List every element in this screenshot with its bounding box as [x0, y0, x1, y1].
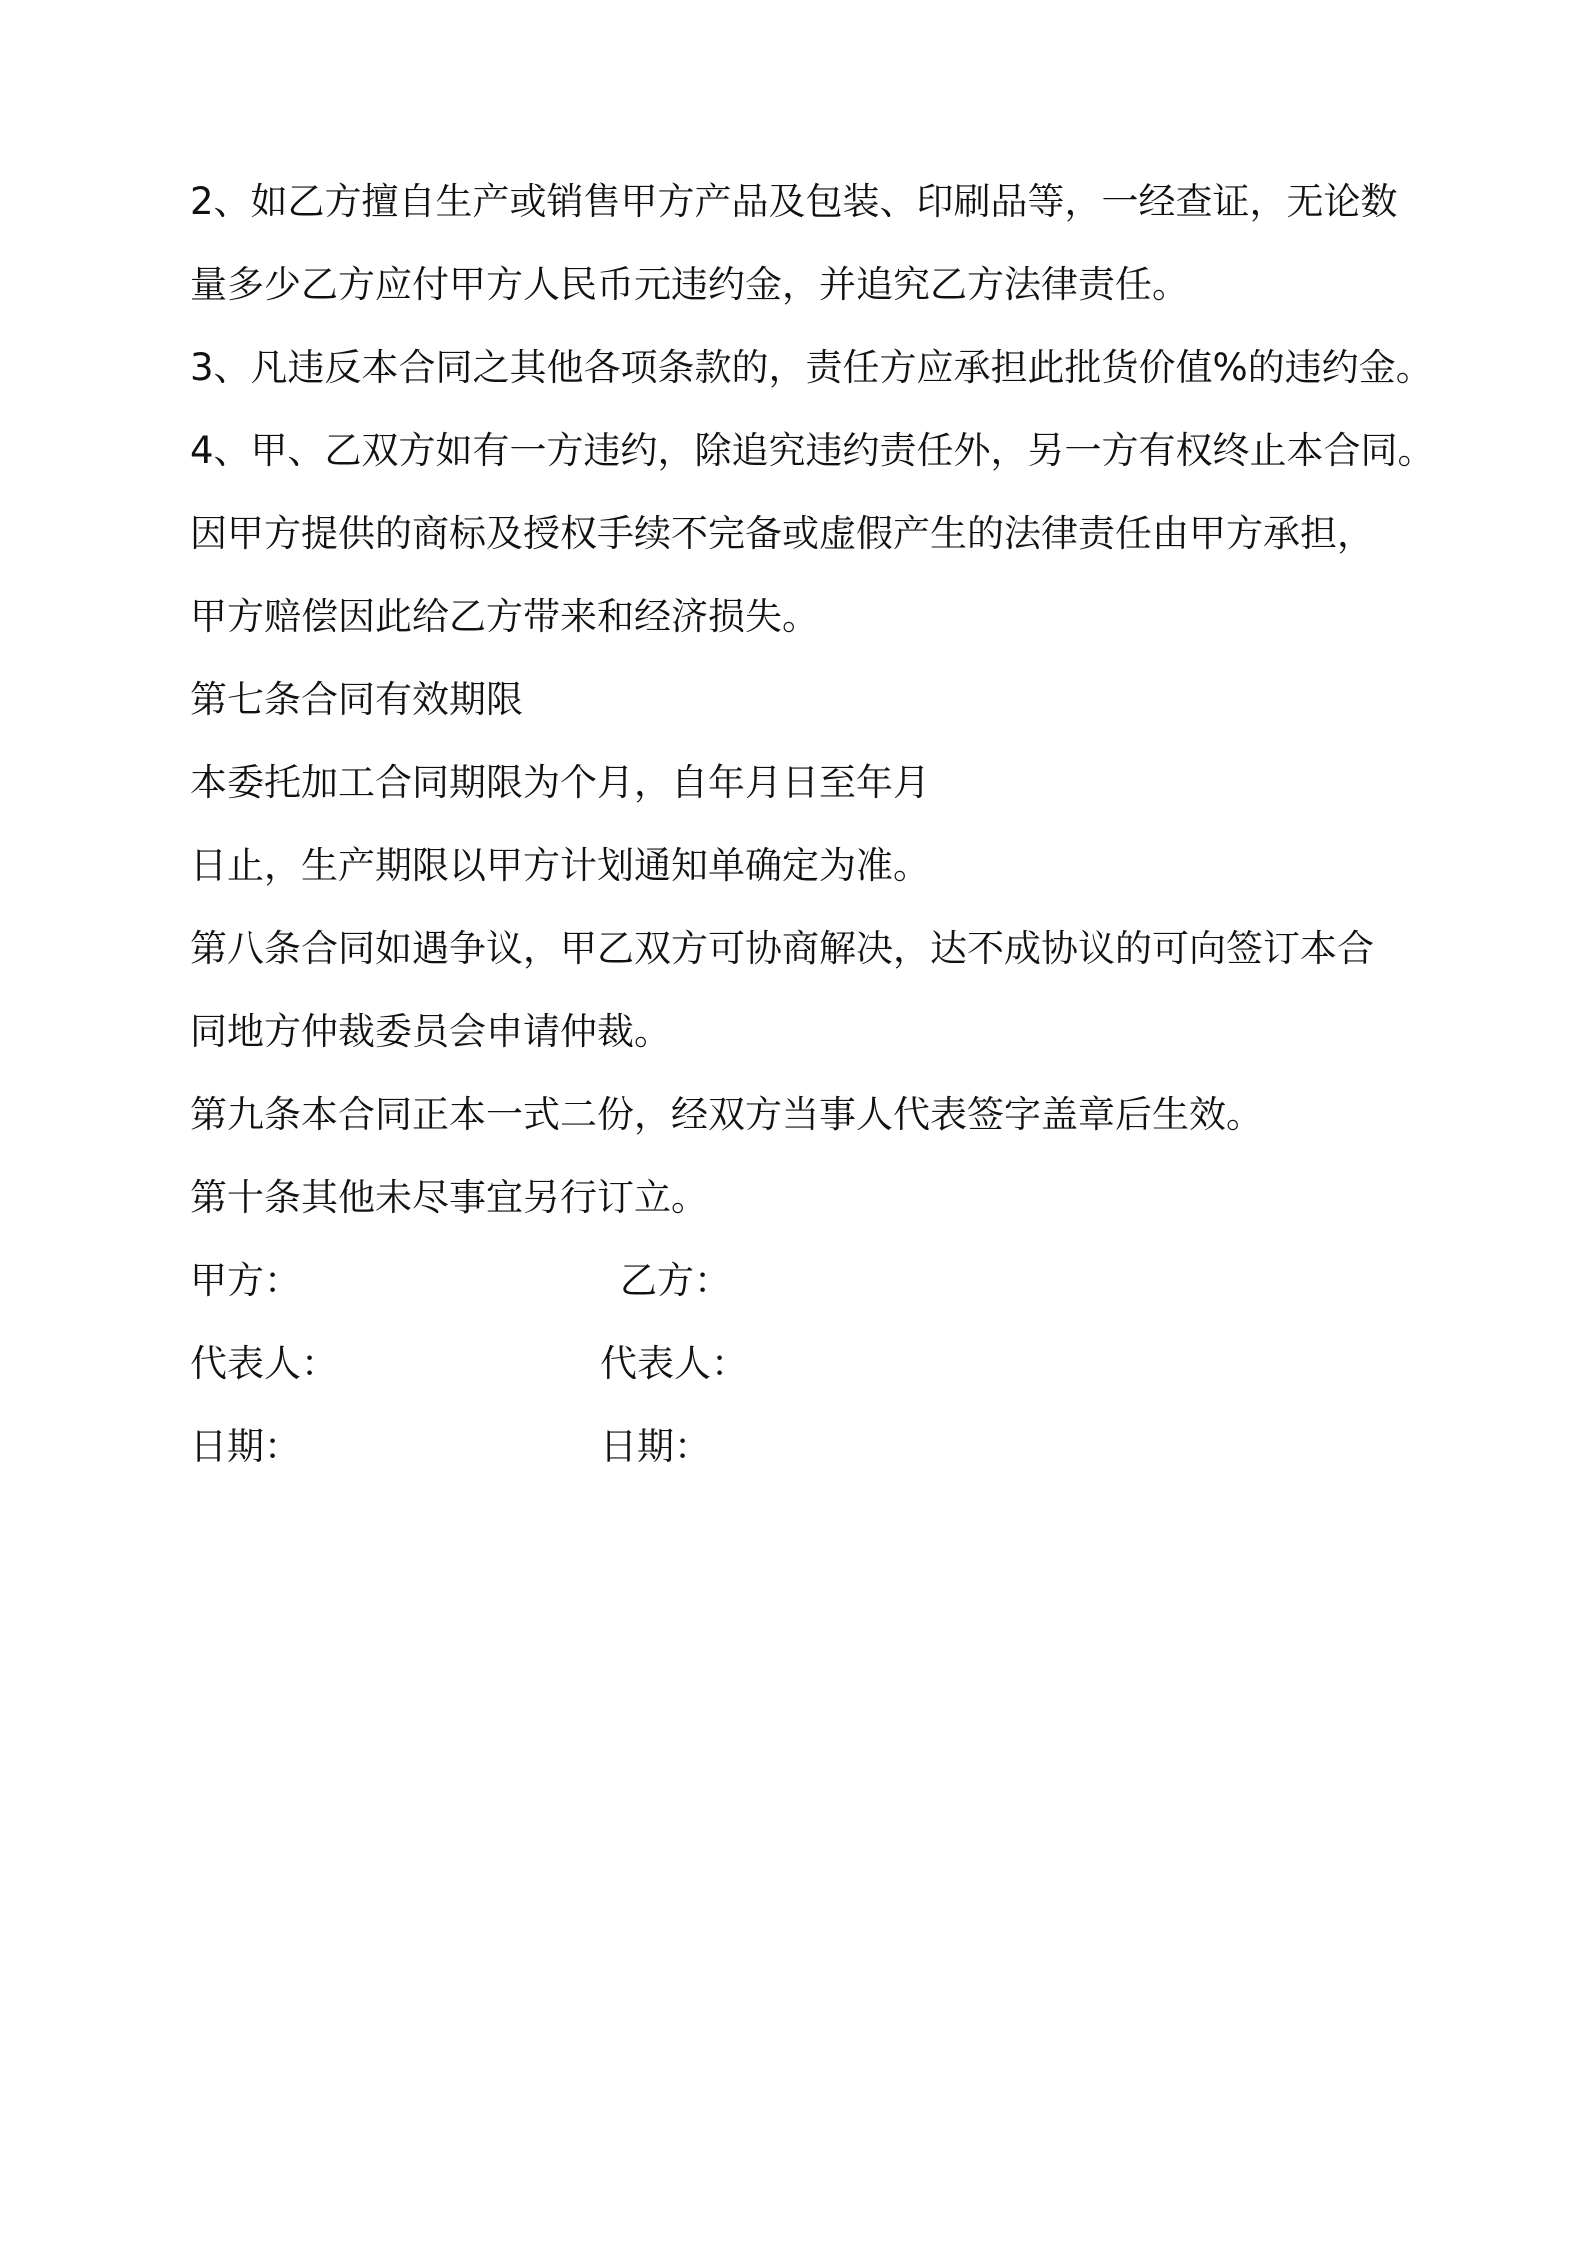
article-7-heading: 第七条合同有效期限: [190, 678, 523, 721]
clause-line-4: 4、甲、乙双方如有一方违约，除追究违约责任外，另一方有权终止本合同。: [190, 429, 1435, 472]
party-b-label: 乙方：: [620, 1259, 731, 1302]
signature-representative-row: [190, 1322, 1430, 1405]
clause-line-6: 甲方赔偿因此给乙方带来和经济损失。: [190, 595, 819, 638]
signature-party-row: [190, 1239, 1430, 1322]
contract-body: [190, 160, 1435, 1488]
clause-line-3: 3、凡违反本合同之其他各项条款的，责任方应承担此批货价值%的违约金。: [190, 346, 1433, 389]
article-7-line-1: 本委托加工合同期限为个月，自年月日至年月: [190, 761, 930, 804]
article-9: 第九条本合同正本一式二份，经双方当事人代表签字盖章后生效。: [190, 1093, 1263, 1136]
party-a-label: 甲方：: [190, 1259, 301, 1302]
signature-date-row: [190, 1405, 1430, 1488]
party-a-date-label: 日期：: [190, 1425, 301, 1468]
party-a-representative-label: 代表人：: [190, 1342, 338, 1385]
article-10: 第十条其他未尽事宜另行订立。: [190, 1176, 708, 1219]
clause-line-5: 因甲方提供的商标及授权手续不完备或虚假产生的法律责任由甲方承担，: [190, 512, 1374, 555]
clause-line-2: 量多少乙方应付甲方人民币元违约金，并追究乙方法律责任。: [190, 263, 1189, 306]
article-8-line-1: 第八条合同如遇争议，甲乙双方可协商解决，达不成协议的可向签订本合: [190, 927, 1374, 970]
party-b-date-label: 日期：: [600, 1425, 711, 1468]
article-8-line-2: 同地方仲裁委员会申请仲裁。: [190, 1010, 671, 1053]
party-b-representative-label: 代表人：: [600, 1342, 748, 1385]
article-7-line-2: 日止，生产期限以甲方计划通知单确定为准。: [190, 844, 930, 887]
clause-line-1: 2、如乙方擅自生产或销售甲方产品及包装、印刷品等，一经查证，无论数: [190, 180, 1398, 223]
